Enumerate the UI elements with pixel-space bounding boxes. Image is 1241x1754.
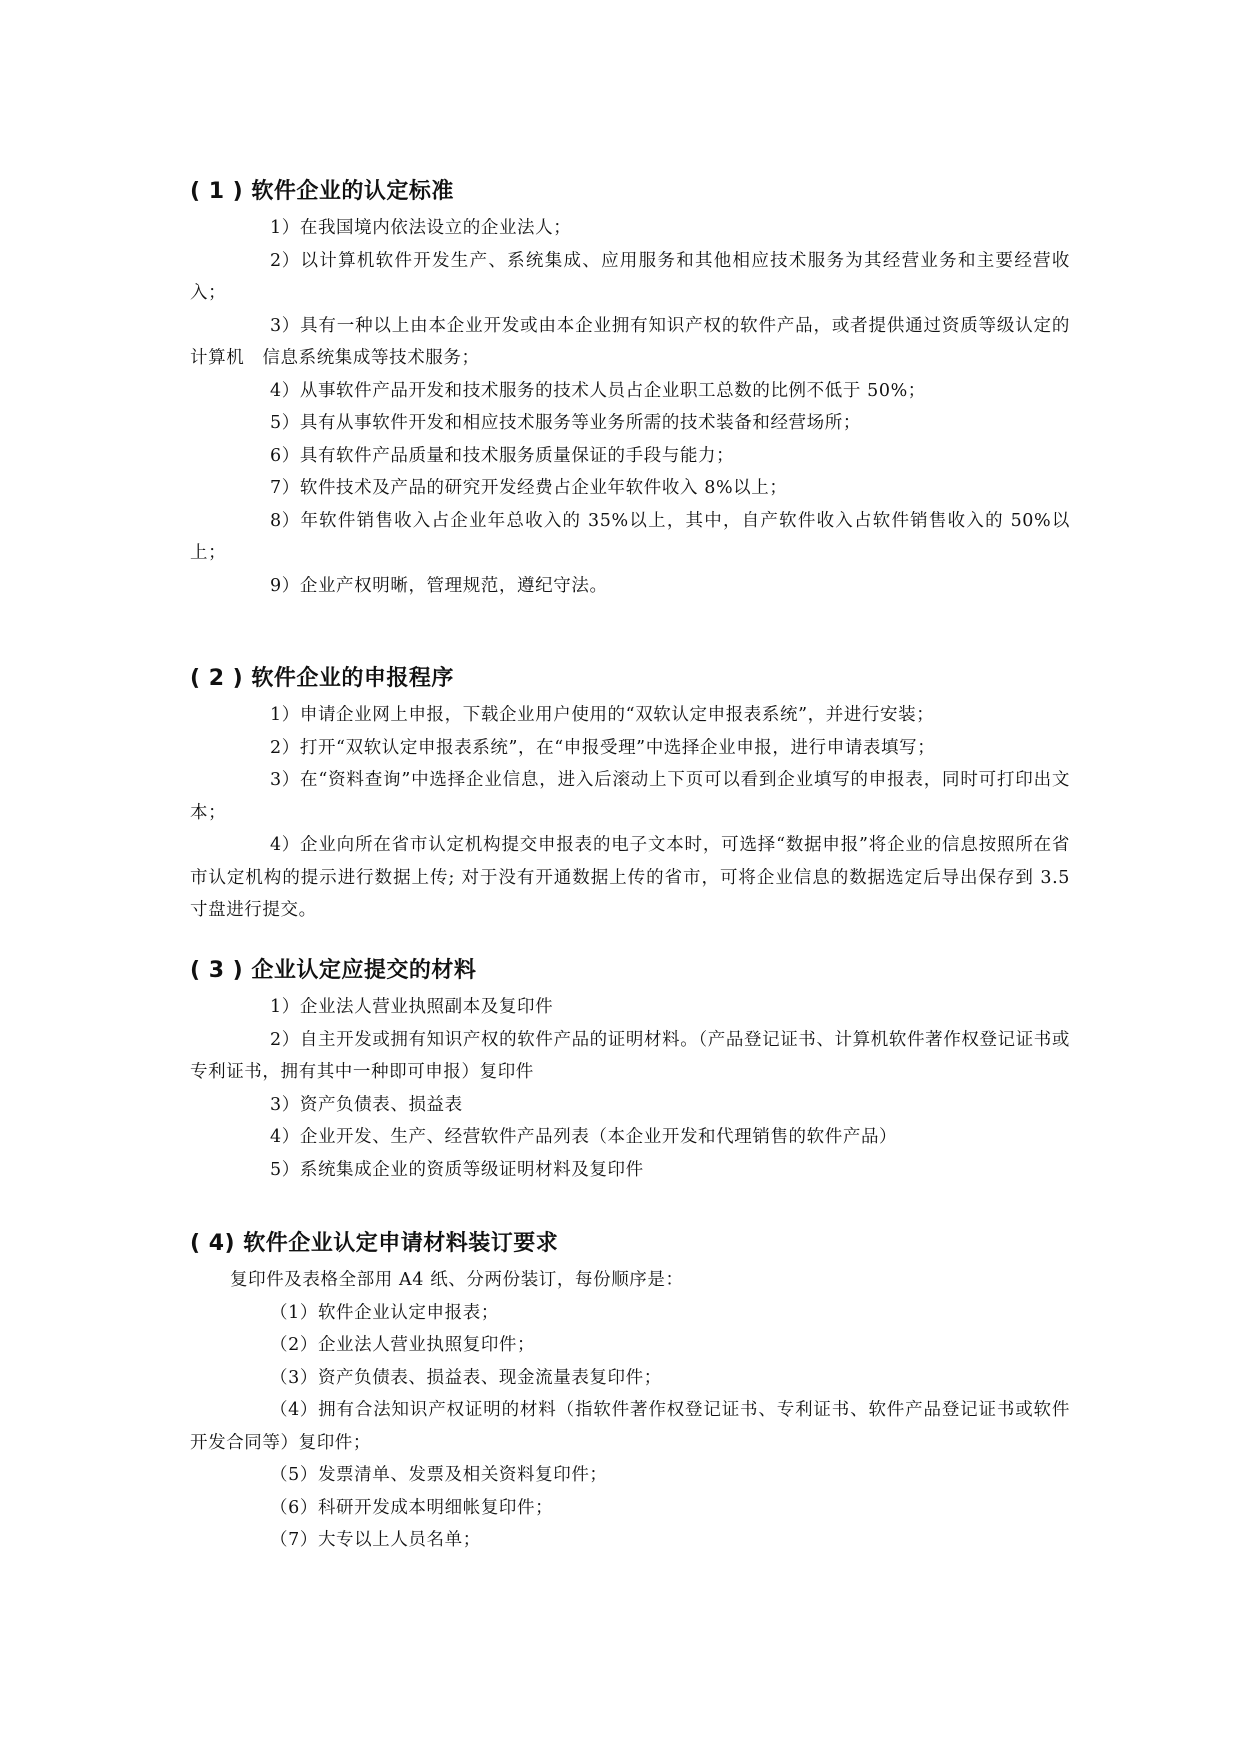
list-item xyxy=(190,732,1070,765)
list-item xyxy=(190,699,1070,732)
item-text: 年软件销售收入占企业年总收入的 35%以上，其中，自产软件收入占软件销售收入的 50%以上； xyxy=(190,510,1070,563)
item-text: 自主开发或拥有知识产权的软件产品的证明材料。（产品登记证书、计算机软件著作权登记证书或专利证书，拥有其中一种即可申报）复印件 xyxy=(190,1029,1070,1082)
list-item xyxy=(190,570,1070,603)
item-number: 6） xyxy=(270,445,300,466)
list-item xyxy=(190,1024,1070,1089)
item-number: 1） xyxy=(270,997,300,1017)
item-text: 企业产权明晰，管理规范，遵纪守法。 xyxy=(299,575,608,596)
item-text: 打开“双软认定申报表系统”，在“申报受理”中选择企业申报，进行申请表填写； xyxy=(299,737,936,758)
list-item xyxy=(190,764,1070,829)
item-number: 1） xyxy=(270,218,300,238)
list-item xyxy=(190,1121,1070,1154)
item-number: （4） xyxy=(270,1400,318,1420)
section-1 xyxy=(190,176,1070,602)
section-4 xyxy=(190,1228,1070,1557)
item-text: 在“资料查询”中选择企业信息，进入后滚动上下页可以看到企业填写的申报表，同时可打印出文本； xyxy=(190,770,1070,823)
item-number: 5） xyxy=(270,413,300,433)
list-item xyxy=(190,472,1070,505)
item-number: （5） xyxy=(270,1465,318,1485)
item-text: 资产负债表、损益表 xyxy=(299,1094,463,1115)
item-number: 4） xyxy=(270,380,300,401)
list-item xyxy=(190,212,1070,245)
item-number: 7） xyxy=(270,478,300,498)
item-text: 具有一种以上由本企业开发或由本企业拥有知识产权的软件产品，或者提供通过资质等级认定的计算机 信息系统集成等技术服务； xyxy=(190,315,1070,368)
item-text: 企业向所在省市认定机构提交申报表的电子文本时，可选择“数据申报”将企业的信息按照所在省市认定机构的提示进行数据上传; 对于没有开通数据上传的省市，可将企业信息的数据选定后导出保存到 3.5 寸盘进行提交。 xyxy=(190,835,1070,920)
item-text: 科研开发成本明细帐复印件； xyxy=(317,1497,554,1518)
item-number: （6） xyxy=(270,1497,318,1518)
section-intro: 复印件及表格全部用 A4 纸、分两份装订，每份顺序是： xyxy=(230,1270,684,1290)
item-text: 在我国境内依法设立的企业法人； xyxy=(299,218,572,238)
list-item xyxy=(190,375,1070,408)
list-item xyxy=(190,407,1070,440)
list-item xyxy=(190,1362,1070,1395)
item-text: 拥有合法知识产权证明的材料（指软件著作权登记证书、专利证书、软件产品登记证书或软件开发合同等）复印件； xyxy=(190,1400,1070,1453)
list-item xyxy=(190,1459,1070,1492)
list-item xyxy=(190,245,1070,310)
item-text: 软件技术及产品的研究开发经费占企业年软件收入 8%以上； xyxy=(299,478,788,498)
item-text: 资产负债表、损益表、现金流量表复印件； xyxy=(317,1367,662,1388)
list-item xyxy=(190,1329,1070,1362)
item-number: 3） xyxy=(270,1094,300,1115)
item-text: 具有从事软件开发和相应技术服务等业务所需的技术装备和经营场所； xyxy=(299,413,861,433)
item-number: 8） xyxy=(270,510,300,531)
item-text: 申请企业网上申报，下载企业用户使用的“双软认定申报表系统”，并进行安装； xyxy=(299,705,935,725)
item-text: 企业开发、生产、经营软件产品列表（本企业开发和代理销售的软件产品） xyxy=(299,1127,898,1147)
item-text: 以计算机软件开发生产、系统集成、应用服务和其他相应技术服务为其经营业务和主要经营收入； xyxy=(190,250,1070,303)
item-text: 发票清单、发票及相关资料复印件； xyxy=(317,1465,608,1485)
item-text: 软件企业认定申报表； xyxy=(317,1302,499,1323)
list-item xyxy=(190,829,1070,927)
item-text: 具有软件产品质量和技术服务质量保证的手段与能力； xyxy=(299,445,735,466)
item-number: 4） xyxy=(270,1127,300,1147)
item-text: 企业法人营业执照复印件； xyxy=(317,1335,536,1355)
section-heading: ( 1 ) 软件企业的认定标准 xyxy=(190,179,454,204)
item-text: 从事软件产品开发和技术服务的技术人员占企业职工总数的比例不低于 50%； xyxy=(299,380,926,401)
item-number: 3） xyxy=(270,770,300,790)
item-number: 4） xyxy=(270,835,300,855)
item-number: 2） xyxy=(270,1029,300,1050)
list-item xyxy=(190,310,1070,375)
item-text: 企业法人营业执照副本及复印件 xyxy=(299,997,554,1017)
list-item xyxy=(190,1154,1070,1187)
item-text: 大专以上人员名单； xyxy=(317,1530,481,1550)
list-item xyxy=(190,991,1070,1024)
list-item xyxy=(190,1089,1070,1122)
item-number: 2） xyxy=(270,250,300,271)
list-item xyxy=(190,1394,1070,1459)
item-number: 3） xyxy=(270,315,300,336)
item-number: （2） xyxy=(270,1335,318,1355)
section-heading: ( 2 ) 软件企业的申报程序 xyxy=(190,666,454,691)
list-item xyxy=(190,505,1070,570)
list-item xyxy=(190,1492,1070,1525)
item-number: 1） xyxy=(270,705,300,725)
section-3 xyxy=(190,955,1070,1186)
list-item xyxy=(190,1297,1070,1330)
item-number: （3） xyxy=(270,1367,318,1388)
item-number: （1） xyxy=(270,1302,318,1323)
section-heading: ( 3 ) 企业认定应提交的材料 xyxy=(190,958,477,983)
list-item xyxy=(190,1524,1070,1557)
section-2 xyxy=(190,663,1070,927)
item-number: （7） xyxy=(270,1530,318,1550)
item-number: 5） xyxy=(270,1159,300,1180)
item-number: 9） xyxy=(270,575,300,596)
list-item xyxy=(190,440,1070,473)
item-text: 系统集成企业的资质等级证明材料及复印件 xyxy=(299,1159,644,1180)
item-number: 2） xyxy=(270,737,300,758)
section-heading: ( 4) 软件企业认定申请材料装订要求 xyxy=(190,1231,559,1256)
